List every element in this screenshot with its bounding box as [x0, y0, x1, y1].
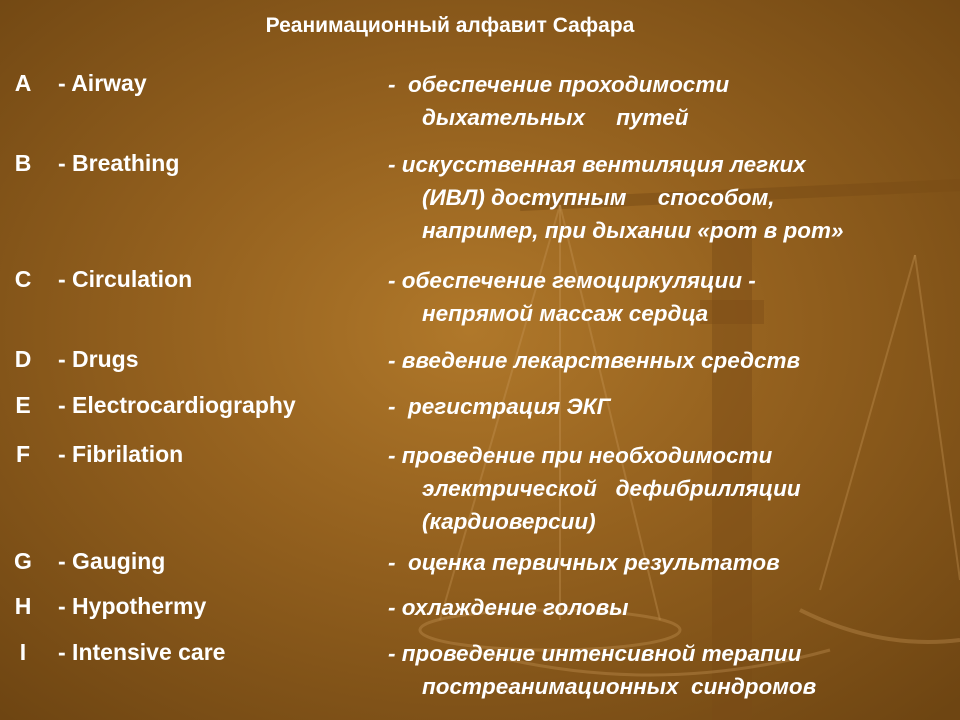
desc-line: (кардиоверсии)	[422, 509, 596, 534]
desc-line: например, при дыхании «рот в рот»	[422, 218, 844, 243]
item-letter: A	[14, 70, 32, 96]
desc-line: - проведение при необходимости	[388, 443, 773, 468]
item-letter: E	[15, 392, 31, 418]
item-term: - Breathing	[58, 150, 180, 176]
item-letter: C	[14, 266, 32, 292]
desc-line: - введение лекарственных средств	[388, 348, 801, 373]
item-term: - Circulation	[58, 266, 193, 292]
item-letter: I	[19, 639, 27, 665]
item-term: - Fibrilation	[58, 441, 184, 467]
desc-line: дыхательных путей	[422, 105, 689, 130]
item-letter: H	[14, 593, 32, 619]
desc-line: - обеспечение проходимости	[388, 72, 730, 97]
desc-line: - регистрация ЭКГ	[388, 394, 611, 419]
desc-line: непрямой массаж сердца	[422, 301, 709, 326]
item-description	[388, 68, 948, 134]
item-term: - Drugs	[58, 346, 139, 372]
item-term: - Airway	[58, 70, 147, 96]
desc-line: постреанимационных синдромов	[422, 674, 817, 699]
item-term: - Gauging	[58, 548, 166, 574]
desc-line: - оценка первичных результатов	[388, 550, 780, 575]
item-description	[388, 637, 948, 703]
item-description	[388, 148, 948, 247]
item-letter: F	[15, 441, 31, 467]
item-letter: B	[14, 150, 32, 176]
item-term: - Intensive care	[58, 639, 226, 665]
item-description	[388, 546, 948, 579]
desc-line: - обеспечение гемоциркуляции -	[388, 268, 756, 293]
item-description	[388, 591, 948, 624]
item-term: - Hypothermy	[58, 593, 207, 619]
item-description	[388, 390, 948, 423]
item-description	[388, 344, 948, 377]
desc-line: - проведение интенсивной терапии	[388, 641, 802, 666]
desc-line: - охлаждение головы	[388, 595, 629, 620]
desc-line: - искусственная вентиляция легких	[388, 152, 806, 177]
item-term: - Electrocardiography	[58, 392, 296, 418]
desc-line: (ИВЛ) доступным способом,	[422, 185, 775, 210]
item-description	[388, 439, 948, 538]
page-title: Реанимационный алфавит Сафара	[265, 14, 635, 37]
item-letter: G	[14, 548, 32, 574]
desc-line: электрической дефибрилляции	[422, 476, 801, 501]
item-description	[388, 264, 948, 330]
item-letter: D	[14, 346, 32, 372]
